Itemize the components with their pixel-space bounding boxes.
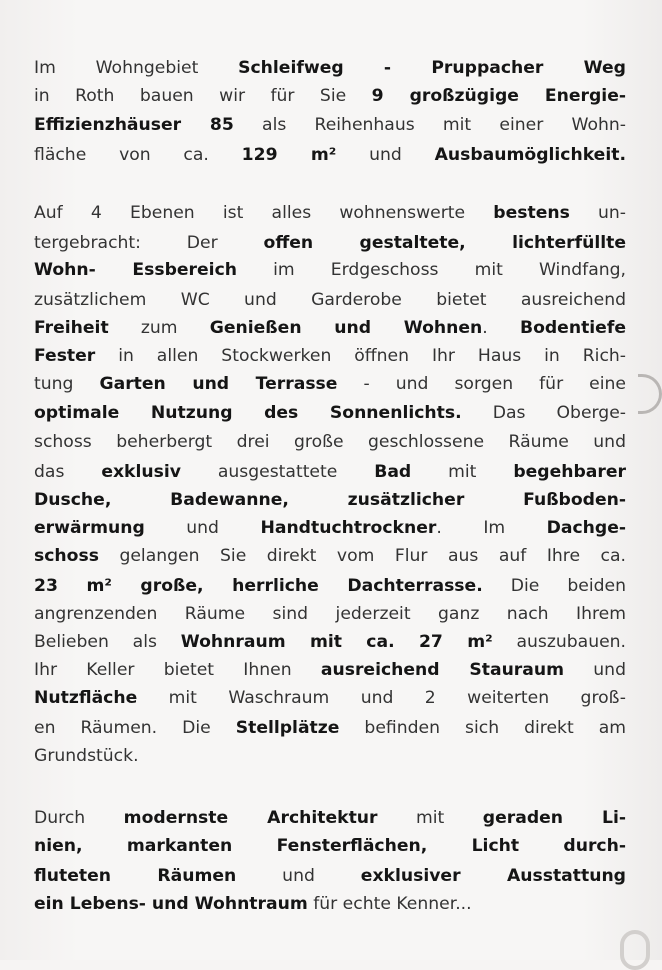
- paragraph-2-line-12: erwärmung und Handtuchtrockner. Im Dachge-: [34, 518, 627, 538]
- paragraph-2-line-19: en Räumen. Die Stellplätze befinden sich direkt am: [34, 718, 626, 738]
- paragraph-2-line-8: optimale Nutzung des Sonnenlichts. Das Oberge-: [34, 403, 626, 423]
- paragraph-1-line-2: in Roth bauen wir für Sie 9 großzügige Energie-: [34, 86, 626, 106]
- paragraph-2-line-5: Freiheit zum Genießen und Wohnen. Bodentiefe: [34, 318, 626, 338]
- paragraph-2-line-10: das exklusiv ausgestattete Bad mit begehbarer: [34, 462, 626, 482]
- paragraph-3-line-3: fluteten Räumen und exklusiver Ausstattung: [34, 866, 626, 886]
- paragraph-1-line-1: Im Wohngebiet Schleifweg - Pruppacher Weg: [34, 58, 626, 78]
- paragraph-3-line-4: ein Lebens- und Wohntraum für echte Kenner...: [34, 894, 472, 914]
- paragraph-2-line-13: schoss gelangen Sie direkt vom Flur aus auf Ihre ca.: [34, 546, 626, 566]
- paragraph-2-line-1: Auf 4 Ebenen ist alles wohnenswerte bestens un-: [34, 203, 626, 223]
- paragraph-2-line-18: Nutzfläche mit Waschraum und 2 weiterten groß-: [34, 688, 626, 708]
- paragraph-2-line-16: Belieben als Wohnraum mit ca. 27 m² auszubauen.: [34, 632, 627, 652]
- paragraph-2-line-15: angrenzenden Räume sind jederzeit ganz nach Ihrem: [34, 604, 626, 624]
- paragraph-1-line-3: Effizienzhäuser 85 als Reihenhaus mit einer Wohn-: [34, 115, 626, 135]
- paragraph-3-line-2: nien, markanten Fensterflächen, Licht durch-: [34, 836, 626, 856]
- paragraph-2-line-3: Wohn- Essbereich im Erdgeschoss mit Windfang,: [34, 260, 626, 280]
- paragraph-3-line-1: Durch modernste Architektur mit geraden Li-: [34, 808, 627, 828]
- paragraph-2-line-7: tung Garten und Terrasse - und sorgen für eine: [34, 374, 626, 394]
- paragraph-2-line-17: Ihr Keller bietet Ihnen ausreichend Stauraum und: [34, 660, 626, 680]
- paragraph-2-line-6: Fester in allen Stockwerken öffnen Ihr Haus in Rich-: [34, 346, 626, 366]
- binder-hole-icon: [620, 930, 650, 970]
- paragraph-2-line-20: Grundstück.: [34, 746, 139, 766]
- binder-hole-icon: [638, 374, 662, 414]
- paragraph-2-line-14: 23 m² große, herrliche Dachterrasse. Die beiden: [34, 576, 626, 596]
- paragraph-2-line-4: zusätzlichem WC und Garderobe bietet ausreichend: [34, 290, 626, 310]
- paragraph-2-line-2: tergebracht: Der offen gestaltete, lichterfüllte: [34, 233, 626, 253]
- paragraph-1-line-4: fläche von ca. 129 m² und Ausbaumöglichkeit.: [34, 145, 626, 165]
- paragraph-2-line-9: schoss beherbergt drei große geschlossene Räume und: [34, 432, 626, 452]
- paragraph-2-line-11: Dusche, Badewanne, zusätzlicher Fußboden-: [34, 490, 626, 510]
